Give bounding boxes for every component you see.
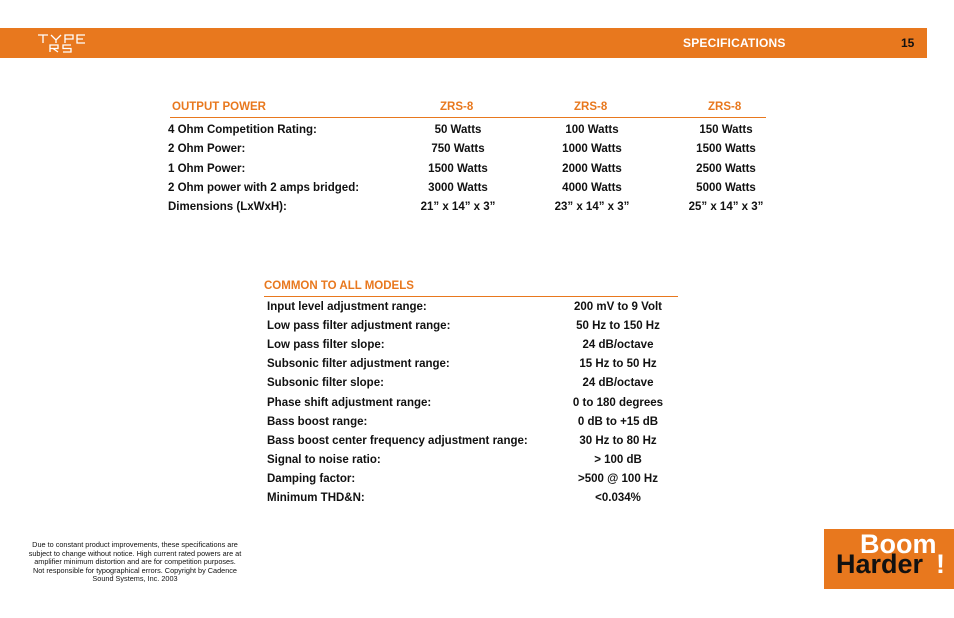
page-number: 15 [901,36,915,50]
row-label: Minimum THD&N: [267,492,365,504]
output-power-heading: OUTPUT POWER [172,101,266,113]
row-value: 23” x 14” x 3” [554,201,630,213]
model-column-3: ZRS-8 [708,101,742,113]
boom-harder-logo [824,529,954,589]
table-row [168,160,788,179]
row-value: 24 dB/octave [582,377,654,389]
common-header [264,279,678,297]
type-rs-logo [36,32,100,54]
row-value: 1000 Watts [562,143,622,155]
row-value: 100 Watts [565,124,619,136]
row-value: 150 Watts [699,124,753,136]
table-row [168,179,788,198]
row-label: Signal to noise ratio: [267,454,381,466]
row-value: 1500 Watts [696,143,756,155]
row-value: 0 to 180 degrees [572,397,664,409]
table-row [267,470,687,489]
row-label: Input level adjustment range: [267,301,427,313]
row-label: 1 Ohm Power: [168,163,246,175]
table-row [267,374,687,393]
tagline-exclamation: ! [936,549,945,579]
table-row [267,317,687,336]
row-value: 15 Hz to 50 Hz [579,358,657,370]
header-bar [0,28,927,58]
row-label: Bass boost range: [267,416,368,428]
table-row [267,298,687,317]
output-power-header [170,100,766,118]
table-row [267,336,687,355]
row-label: Dimensions (LxWxH): [168,201,287,213]
row-value: 24 dB/octave [582,339,654,351]
row-label: Low pass filter slope: [267,339,385,351]
row-label: 4 Ohm Competition Rating: [168,124,317,136]
row-value: 750 Watts [431,143,485,155]
row-value: 30 Hz to 80 Hz [579,435,657,447]
tagline-harder: Harder [836,549,924,579]
row-value: 4000 Watts [562,182,622,194]
row-value: 2500 Watts [696,163,756,175]
table-row [267,394,687,413]
row-value: 25” x 14” x 3” [688,201,764,213]
row-value: 2000 Watts [562,163,622,175]
model-column-1: ZRS-8 [440,101,474,113]
disclaimer-text: Due to constant product improvements, these specifications are subject to change without notice. High current rated powers are at amplifier minimum distortion and are for competition purposes. Not responsible for typographical errors. Copyright by Cadence Sound Systems, Inc. 2003 [28,540,242,584]
row-value: 50 Watts [434,124,482,136]
table-row [168,140,788,159]
table-row [267,432,687,451]
section-title: SPECIFICATIONS [683,36,786,50]
row-label: Subsonic filter adjustment range: [267,358,450,370]
row-value: >500 @ 100 Hz [578,473,658,485]
row-value: 21” x 14” x 3” [420,201,496,213]
row-label: Damping factor: [267,473,356,485]
row-value: > 100 dB [594,454,642,466]
row-label: 2 Ohm power with 2 amps bridged: [168,182,360,194]
row-value: 5000 Watts [696,182,756,194]
row-value: 0 dB to +15 dB [577,416,659,428]
row-label: Bass boost center frequency adjustment range: [267,435,528,447]
row-value: 50 Hz to 150 Hz [576,320,660,332]
table-row [267,451,687,470]
row-label: Phase shift adjustment range: [267,397,432,409]
row-value: <0.034% [595,492,641,504]
common-heading: COMMON TO ALL MODELS [264,280,414,292]
table-row [267,355,687,374]
model-column-2: ZRS-8 [574,101,608,113]
tagline-boom: Boom [860,529,937,559]
row-value: 3000 Watts [428,182,488,194]
row-label: Subsonic filter slope: [267,377,384,389]
table-row [267,489,687,508]
row-value: 1500 Watts [428,163,488,175]
row-label: 2 Ohm Power: [168,143,246,155]
row-label: Low pass filter adjustment range: [267,320,451,332]
table-row [168,198,788,217]
row-value: 200 mV to 9 Volt [574,301,662,313]
table-row [168,121,788,140]
table-row [267,413,687,432]
